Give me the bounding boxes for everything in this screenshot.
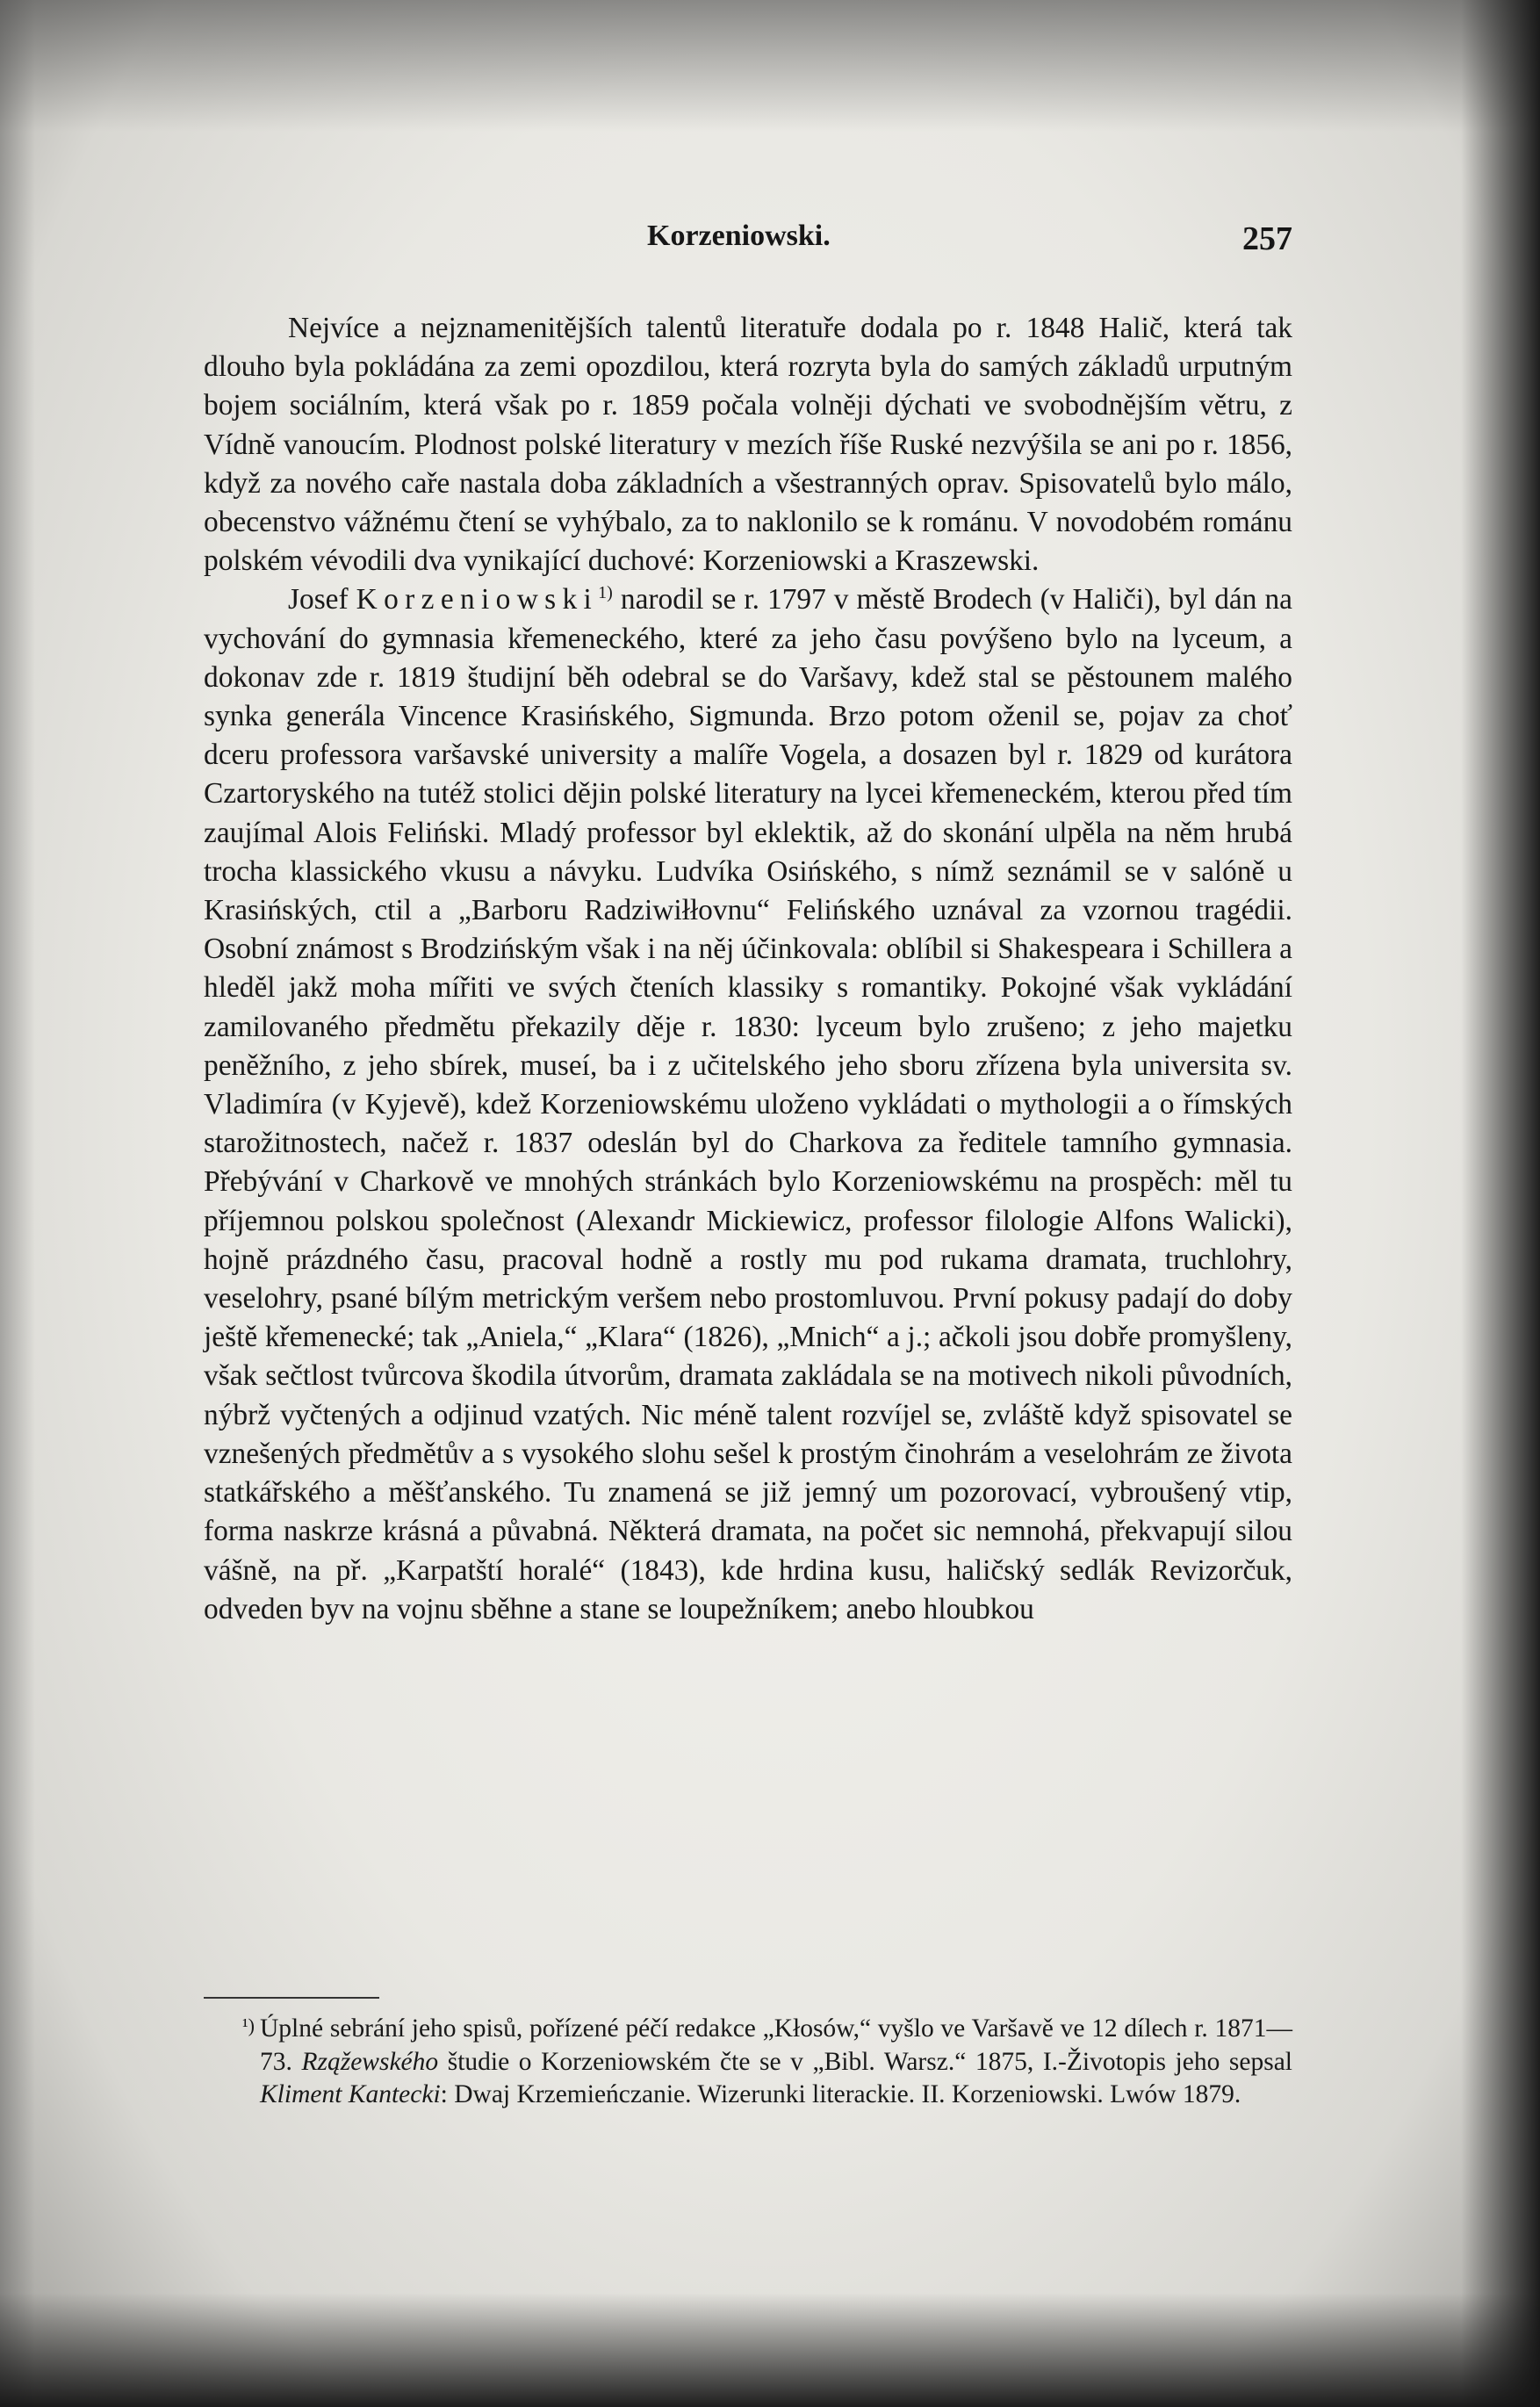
page-number: 257 — [1242, 220, 1292, 257]
author-name-spaced: Korzeniowski — [356, 583, 599, 616]
footnote-text-b: študie o Korzeniowském čte se v „Bibl. Warsz.“ 1875, I.-Životopis jeho sepsal — [438, 2047, 1292, 2076]
scan-shadow-right — [1461, 0, 1540, 2407]
footnote-text — [242, 2013, 1292, 2112]
footnote-rule — [204, 1997, 379, 1999]
footnote — [242, 2013, 1292, 2112]
page-header — [204, 220, 1292, 255]
body-text — [204, 309, 1292, 1629]
footnote-text-a: Úplné sebrání jeho spisů, pořízené péčí redakce „Kłosów,“ vyšlo ve Varšavě ve 12 dílech r. 1871—73. — [260, 2014, 1292, 2076]
paragraph-2-rest: narodil se r. 1797 v městě Brodech (v Haliči), byl dán na vychování do gymnasia křemeneckého, které za jeho času povýšeno bylo na lyceum, a dokonav zde r. 1819 študijní běh odebral se do Varšavy, kdež stal se pěstounem malého synka generála Vincence Krasińského, Sigmunda. Brzo potom oženil se, pojav za choť dceru professora varšavské university a malíře Vogela, a dosazen byl r. 1829 od kurátora Czartoryského na tutéž stolici dějin polské literatury na lycei křemeneckém, kterou před tím zaujímal Alois Feliński. Mladý professor byl eklektik, až do skonání ulpěla na něm hrubá trocha klassického vkusu a návyku. Ludvíka Osińského, s nímž seznámil se v salóně u Krasińských, ctil a „Barboru Radziwiłłovnu“ Felińského uznával za vzornou tragédii. Osobní známost s Brodzińským však i na něj účinkovala: oblíbil si Shakespeara i Schillera a hleděl jakž moha mířiti ve svých čteních klassiky s romantiky. Pokojné však vykládání zamilovaného předmětu překazily děje r. 1830: lyceum bylo zrušeno; z jeho majetku peněžního, z jeho sbírek, museí, ba i z učitelského jeho sboru zřízena byla universita sv. Vladimíra (v Kyjevě), kdež Korzeniowskému uloženo vykládati o mythologii a o římských starožitnostech, načež r. 1837 odeslán byl do Charkova za ředitele tamního gymnasia. Přebývání v Charkově ve mnohých stránkách bylo Korzeniowskému na prospěch: měl tu příjemnou polskou společnost (Alexandr Mickiewicz, professor filologie Alfons Walicki), hojně prázdného času, pracoval hodně a rostly mu pod rukama dramata, truchlohry, veselohry, psané bílým metrickým veršem nebo prostomluvou. První pokusy padají do doby ještě křemenecké; tak „Aniela,“ „Klara“ (1826), „Mnich“ a j.; ačkoli jsou dobře promyšleny, však sečtlost tvůrcova škodila útvorům, dramata zakládala se na motivech nikoli původních, nýbrž vyčtených a odjinud vzatých. Nic méně talent rozvíjel se, zvláště když spisovatel se vznešených předmětův a s vysokého slohu sešel k prostým činohrám a veselohrám ze života statkářského a měšťanského. Tu znamená se již jemný um pozorovací, vybroušený vtip, forma naskrze krásná a půvabná. Některá dramata, na počet sic nemnohá, překvapují silou vášně, na př. „Karpatští horalé“ (1843), kde hrdina kusu, haličský sedlák Revizorčuk, odveden byv na vojnu sběhne a stane se loupežníkem; anebo hloubkou — [204, 583, 1292, 1625]
footnote-author-2: Kliment Kantecki — [260, 2080, 441, 2108]
scan-shadow-bottom — [0, 2293, 1540, 2407]
running-head: Korzeniowski. — [647, 220, 831, 252]
footnote-text-c: : Dwaj Krzemieńczanie. Wizerunki literackie. II. Korzeniowski. Lwów 1879. — [440, 2080, 1241, 2108]
scan-shadow-top — [0, 0, 1540, 132]
footnote-reference: 1) — [598, 583, 613, 603]
paragraph-2-start: Josef — [288, 583, 349, 616]
paragraph-1: Nejvíce a nejznamenitějších talentů literatuře dodala po r. 1848 Halič, která tak dlouho byla pokládána za zemi opozdilou, která rozryta byla do samých základů urputným bojem sociálním, která však po r. 1859 počala volněji dýchati ve svobodnějším větru, z Vídně vanoucím. Plodnost polské literatury v mezích říše Ruské nezvýšila se ani po r. 1856, když za nového caře nastala doba základních a všestranných oprav. Spisovatelů bylo málo, obecenstvo vážnému čtení se vyhýbalo, za to naklonilo se k románu. V novodobém románu polském vévodili dva vynikající duchové: Korzeniowski a Kraszewski. — [204, 312, 1292, 578]
footnote-author-1: Rząžewského — [301, 2047, 439, 2076]
paragraph-2 — [204, 580, 1292, 1628]
scan-shadow-left — [0, 0, 35, 2407]
footnote-mark: ¹) — [242, 2014, 255, 2036]
